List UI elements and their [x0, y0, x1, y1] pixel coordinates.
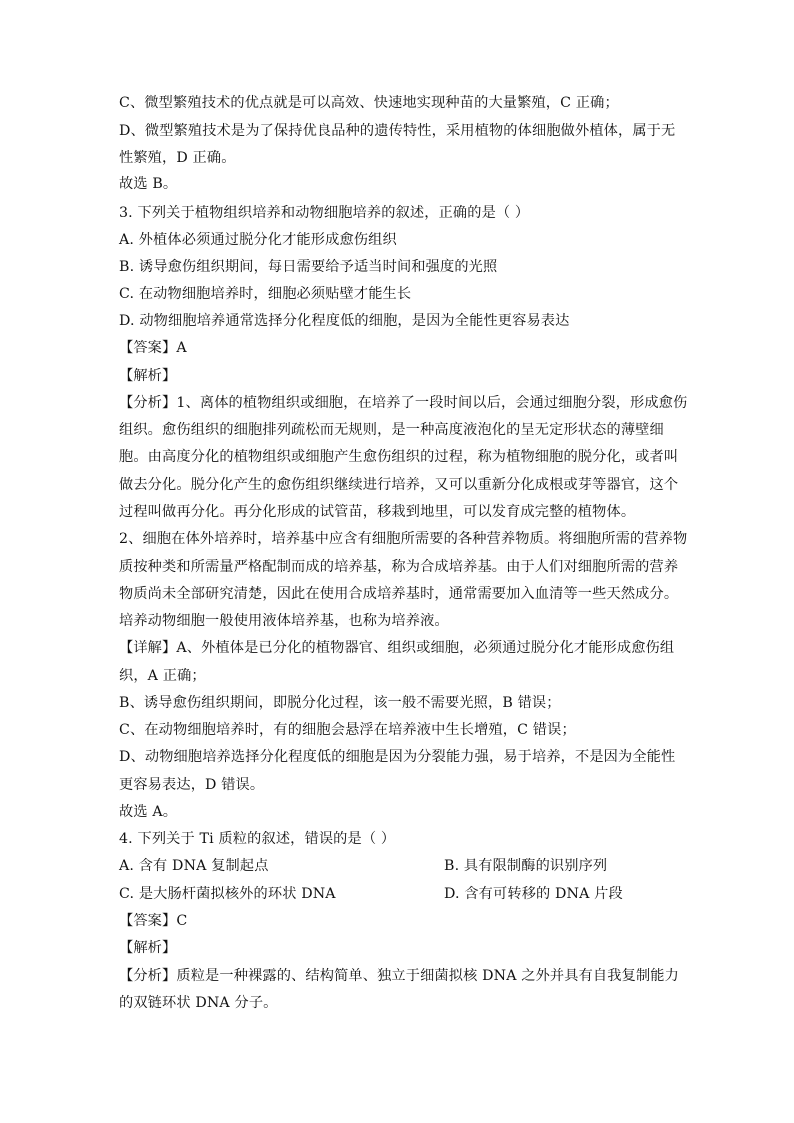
explanation-d-line1: D、微型繁殖技术是为了保持优良品种的遗传特性，采用植物的体细胞做外植体，属于无: [119, 123, 676, 139]
q3-option-b: B. 诱导愈伤组织期间，每日需要给予适当时间和强度的光照: [119, 259, 498, 275]
q3-analysis-heading: 【解析】: [119, 368, 177, 384]
q3-analysis-p2-line1: 2、细胞在体外培养时，培养基中应含有细胞所需要的各种营养物质。将细胞所需的营养物: [119, 531, 688, 547]
q3-analysis-p1-line3: 胞。由高度分化的植物组织或细胞产生愈伤组织的过程，称为植物细胞的脱分化，或者叫: [119, 449, 679, 465]
answer-choice-b: 故选 B。: [119, 176, 178, 192]
option-right: D. 含有可转移的 DNA 片段: [444, 886, 623, 902]
q3-option-c: C. 在动物细胞培养时，细胞必须贴壁才能生长: [119, 286, 412, 302]
q3-analysis-p1-line4: 做去分化。脱分化产生的愈伤组织继续进行培养，又可以重新分化成根或芽等器官，这个: [119, 477, 679, 493]
q3-detail-d-line2: 更容易表达，D 错误。: [119, 777, 265, 793]
q3-analysis-p2-line2: 质按种类和所需量严格配制而成的培养基，称为合成培养基。由于人们对细胞所需的营养: [119, 559, 679, 575]
q4-analysis-heading: 【解析】: [119, 940, 177, 956]
q3-detail-a-line2: 织，A 正确；: [119, 668, 206, 684]
q3-analysis-p2-line3: 物质尚未全部研究清楚，因此在使用合成培养基时，通常需要加入血清等一些天然成分。: [119, 586, 679, 602]
q3-answer: 【答案】A: [119, 340, 187, 356]
q4-analysis-line2: 的双链环状 DNA 分子。: [119, 995, 278, 1011]
question-4-stem: 4. 下列关于 Ti 质粒的叙述，错误的是（ ）: [119, 831, 396, 847]
q3-analysis-p1-line2: 组织。愈伤组织的细胞排列疏松而无规则，是一种高度液泡化的呈无定形状态的薄壁细: [119, 422, 664, 438]
question-3-stem: 3. 下列关于植物组织培养和动物细胞培养的叙述，正确的是（ ）: [119, 205, 530, 221]
explanation-d-line2: 性繁殖，D 正确。: [119, 150, 236, 166]
q3-option-a: A. 外植体必须通过脱分化才能形成愈伤组织: [119, 232, 397, 248]
q3-detail-d-line1: D、动物细胞培养选择分化程度低的细胞是因为分裂能力强，易于培养，不是因为全能性: [119, 749, 676, 765]
option-left: C. 是大肠杆菌拟核外的环状 DNA: [119, 886, 336, 902]
q4-analysis-line1: 【分析】质粒是一种裸露的、结构简单、独立于细菌拟核 DNA 之外并具有自我复制能力: [119, 968, 679, 984]
q3-analysis-p1-line5: 过程叫做再分化。再分化形成的试管苗，移栽到地里，可以发育成完整的植物体。: [119, 504, 636, 520]
q3-detail-b: B、诱导愈伤组织期间，即脱分化过程，该一般不需要光照，B 错误；: [119, 695, 561, 711]
q3-analysis-p2-line4: 培养动物细胞一般使用液体培养基，也称为培养液。: [119, 613, 449, 629]
option-right: B. 具有限制酶的识别序列: [444, 858, 608, 874]
q3-analysis-p1-line1: 【分析】1、离体的植物组织或细胞，在培养了一段时间以后，会通过细胞分裂，形成愈伤: [119, 395, 688, 411]
q4-answer: 【答案】C: [119, 913, 188, 929]
q3-final-choice: 故选 A。: [119, 804, 178, 820]
explanation-c: C、微型繁殖技术的优点就是可以高效、快速地实现种苗的大量繁殖，C 正确；: [119, 95, 619, 111]
q3-detail-c: C、在动物细胞培养时，有的细胞会悬浮在培养液中生长增殖，C 错误；: [119, 722, 576, 738]
option-left: A. 含有 DNA 复制起点: [119, 858, 269, 874]
q3-option-d: D. 动物细胞培养通常选择分化程度低的细胞，是因为全能性更容易表达: [119, 313, 570, 329]
q3-detail-a-line1: 【详解】A、外植体是已分化的植物器官、组织或细胞，必须通过脱分化才能形成愈伤组: [119, 640, 675, 656]
